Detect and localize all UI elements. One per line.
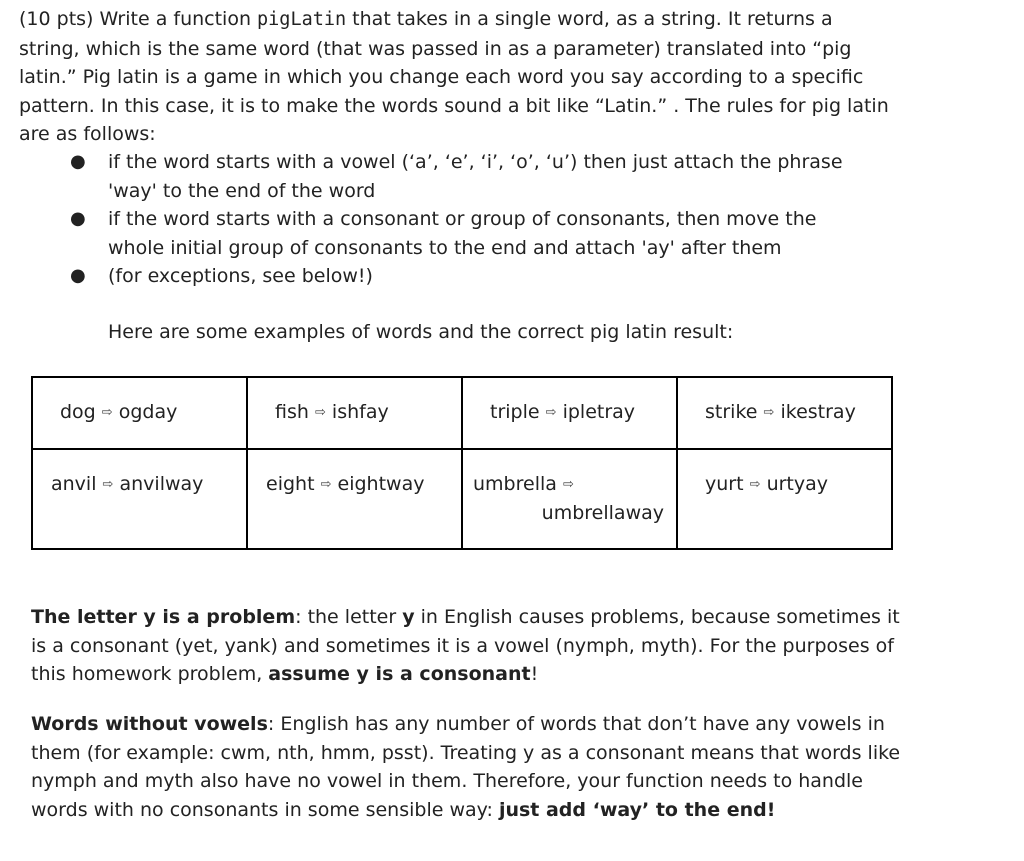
rule-text: (for exceptions, see below!) — [108, 265, 373, 288]
example-word: yurt — [705, 473, 744, 495]
letter-y: y — [402, 606, 415, 628]
example-cell — [677, 377, 892, 449]
example-cell — [462, 449, 677, 549]
arrow-right-icon: ⇨ — [749, 477, 761, 492]
example-result: umbrellaway — [541, 502, 664, 524]
rule-item — [0, 262, 858, 291]
y-problem-text: in English causes problems, because sometimes it is a consonant (yet, yank) and sometimes it is a vowel (nymph, myth). For the purposes of this homework problem, — [31, 606, 900, 686]
function-name: pigLatin — [257, 9, 347, 30]
example-result: anvilway — [119, 473, 204, 495]
arrow-right-icon: ⇨ — [102, 477, 114, 492]
arrow-right-icon: ⇨ — [562, 477, 574, 492]
y-problem-text: ! — [530, 663, 539, 686]
table-row — [32, 449, 892, 549]
examples-intro: Here are some examples of words and the correct pig latin result: — [108, 321, 734, 343]
bullet-icon: ● — [70, 265, 86, 287]
bullet-icon: ● — [70, 151, 86, 172]
example-cell — [32, 377, 247, 449]
no-vowels-rule: just add ‘way’ to the end! — [498, 798, 776, 821]
rule-text: if the word starts with a consonant or group of consonants, then move the whole initial group of consonants to the end and attach 'ay' after them — [108, 208, 817, 259]
example-result: urtyay — [766, 473, 828, 495]
rule-item — [0, 205, 858, 262]
examples-table — [31, 376, 893, 550]
example-cell — [247, 377, 462, 449]
example-result: eightway — [337, 473, 425, 495]
y-problem-heading: The letter y is a problem — [31, 606, 296, 628]
arrow-right-icon: ⇨ — [101, 405, 113, 420]
no-vowels-heading: Words without vowels — [31, 713, 268, 735]
example-word: eight — [266, 473, 315, 495]
no-vowels-text: : English has any number of words that don’t have any vowels in them (for example: cwm, nth, hmm, psst). Treating y as a consonant means that words like nymph and myth also have no vowel in them. Therefore, your function needs to handle words with no consonants in some sensible way: — [31, 713, 901, 821]
y-problem-text: : the letter — [295, 606, 403, 628]
example-cell — [32, 449, 247, 549]
example-word: anvil — [51, 473, 97, 495]
intro-text-rest: that takes in a single word, as a string. It returns a string, which is the same word (that was passed in as a parameter) translated into “pig latin.” Pig latin is a game in which you change each word you say according to a specific pattern. In this case, it is to make the words sound a bit like “Latin.” . The rules for pig latin are as follows: — [19, 8, 889, 146]
example-word: umbrella — [473, 473, 557, 495]
rules-list — [0, 148, 900, 291]
example-word: dog — [60, 401, 96, 423]
arrow-right-icon: ⇨ — [763, 405, 775, 420]
table-row — [32, 377, 892, 449]
problem-intro — [19, 5, 899, 149]
y-consonant-note: assume y is a consonant — [268, 663, 531, 686]
example-cell — [247, 449, 462, 549]
example-word: triple — [490, 401, 540, 423]
arrow-right-icon: ⇨ — [320, 477, 332, 492]
example-cell — [462, 377, 677, 449]
rule-text: if the word starts with a vowel (‘a’, ‘e’, ‘i’, ‘o’, ‘u’) then just attach the phrase 'way' to the end of the word — [108, 151, 843, 202]
arrow-right-icon: ⇨ — [545, 405, 557, 420]
arrow-right-icon: ⇨ — [314, 405, 326, 420]
no-vowels-paragraph — [31, 710, 901, 824]
example-result: ipletray — [562, 401, 636, 423]
example-cell — [677, 449, 892, 549]
rule-item — [0, 148, 858, 205]
intro-text-start: (10 pts) Write a function — [19, 8, 258, 30]
example-word: strike — [705, 401, 758, 423]
example-result: ikestray — [780, 401, 856, 423]
bullet-icon: ● — [70, 208, 86, 230]
example-result: ishfay — [331, 401, 389, 423]
y-problem-paragraph — [31, 603, 901, 689]
example-word: fish — [275, 401, 309, 423]
example-result: ogday — [118, 401, 178, 423]
